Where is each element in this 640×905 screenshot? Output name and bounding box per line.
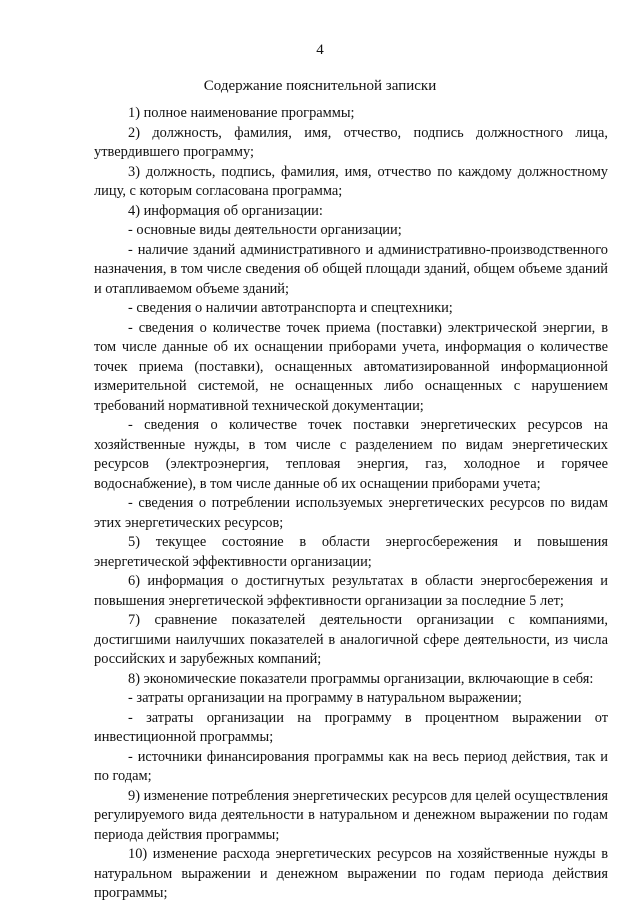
subitem-costs-percent: - затраты организации на программу в процентном выражении от инвестиционной программы; [94, 709, 608, 745]
subitem-buildings: - наличие зданий административного и административно-производственного назначения, в том числе сведения об общей площади зданий, общем объеме зданий и отапливаемом объеме зданий; [94, 241, 608, 297]
item-8-economic-indicators: 8) экономические показатели программы организации, включающие в себя: [128, 670, 594, 687]
subitem-vehicles: - сведения о наличии автотранспорта и спецтехники; [128, 300, 453, 316]
subitem-financing-sources: - источники финансирования программы как на весь период действия, так и по годам; [94, 748, 608, 784]
subitem-supply-points: - сведения о количестве точек поставки энергетических ресурсов на хозяйственные нужды, в том числе с разделением по видам энергетических ресурсов (электроэнергия, тепловая энергия, газ, холодное и горячее водоснабжение), в том числе данные об их оснащении приборами учета; [94, 417, 608, 492]
document-body [94, 104, 608, 904]
item-10-expense-change: 10) изменение расхода энергетических ресурсов на хозяйственные нужды в натуральном выражении и денежном выражении по годам периода действия программы; [94, 846, 608, 901]
item-3-agreeing-officials: 3) должность, подпись, фамилия, имя, отчество по каждому должностному лицу, с которым согласована программа; [94, 163, 608, 199]
subitem-activities: - основные виды деятельности организации; [128, 222, 402, 238]
item-6-results: 6) информация о достигнутых результатах в области энергосбережения и повышения энергетической эффективности организации за последние 5 лет; [94, 573, 608, 609]
item-7-comparison: 7) сравнение показателей деятельности организации с компаниями, достигшими наилучших показателей в аналогичной сфере деятельности, из числа российских и зарубежных компаний; [94, 612, 608, 667]
item-4-organization-info: 4) информация об организации: [128, 202, 323, 219]
page-number: 4 [316, 42, 324, 58]
item-1-program-name: 1) полное наименование программы; [128, 105, 355, 121]
document-title: Содержание пояснительной записки [203, 78, 437, 94]
item-2-approver: 2) должность, фамилия, имя, отчество, подпись должностного лица, утвердившего программу; [94, 124, 608, 160]
subitem-costs-natural: - затраты организации на программу в натуральном выражении; [128, 690, 522, 706]
subitem-electricity-points: - сведения о количестве точек приема (поставки) электрической энергии, в том числе данные об их оснащении приборами учета, информация о количестве точек приема (поставки), оснащенных автоматизированной информационной измерительной системой, не оснащенных либо оснащенных с нарушением требований нормативной технической документации; [94, 319, 608, 414]
item-5-current-state: 5) текущее состояние в области энергосбережения и повышения энергетической эффективности организации; [94, 534, 608, 570]
subitem-consumption: - сведения о потреблении используемых энергетических ресурсов по видам этих энергетических ресурсов; [94, 495, 608, 531]
item-9-consumption-change: 9) изменение потребления энергетических ресурсов для целей осуществления регулируемого вида деятельности в натуральном и денежном выражении по годам периода действия программы; [94, 787, 608, 843]
